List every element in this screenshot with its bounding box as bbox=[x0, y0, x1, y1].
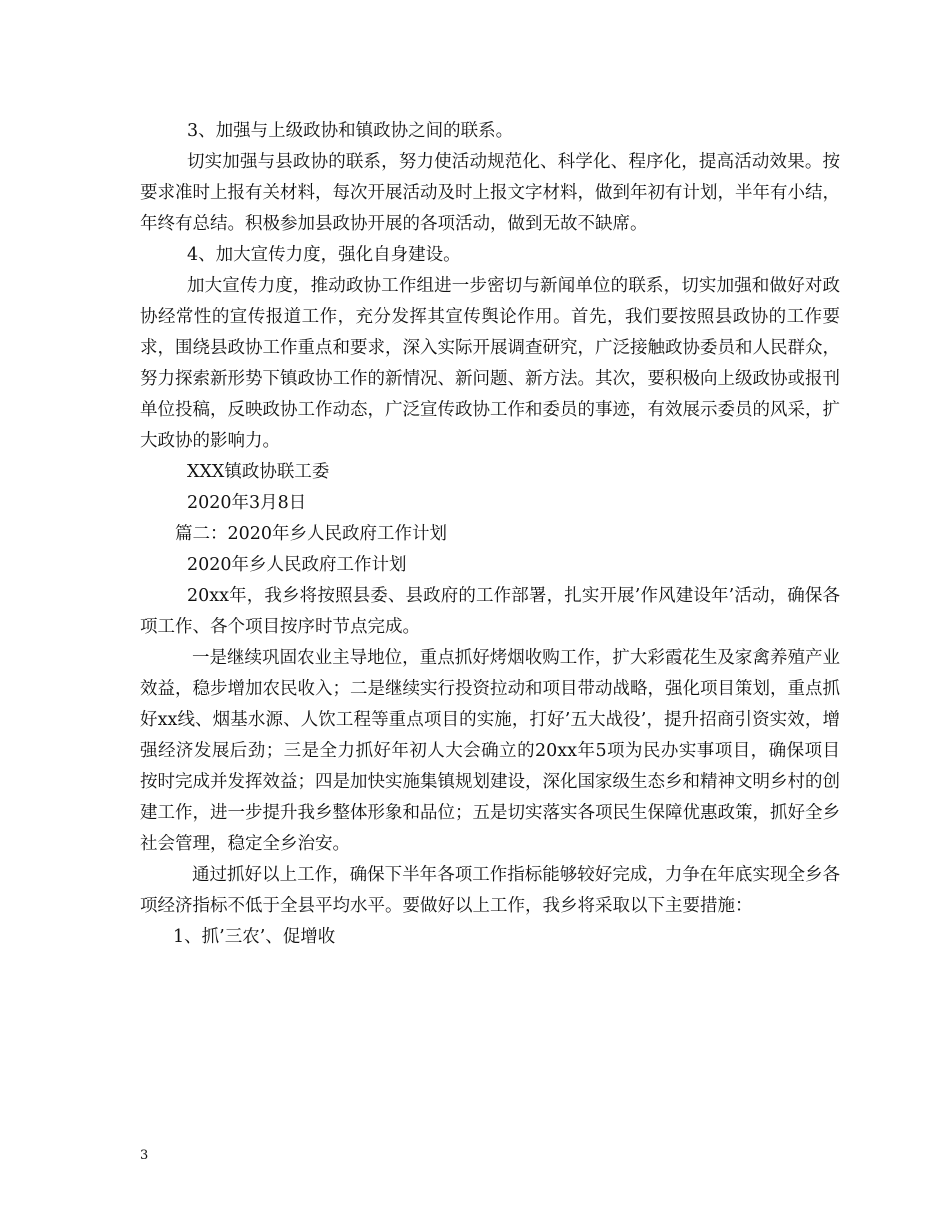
page-number: 3 bbox=[140, 1148, 149, 1163]
section-heading-4: 4、加大宣传力度，强化自身建设。 bbox=[187, 245, 461, 265]
paragraph-priorities: 一是继续巩固农业主导地位，重点抓好烤烟收购工作，扩大彩霞花生及家禽养殖产业效益，稳步增加农民收入；二是继续实行投资拉动和项目带动战略，强化项目策划，重点抓好xx线、烟基水源、人饮工程等重点项目的实施，打好’五大战役’，提升招商引资实效，增强经济发展后劲；三是全力抓好年初人大会确立的20xx年5项为民办实事项目，确保项目按时完成并发挥效益；四是加快实施集镇规划建设，深化国家级生态乡和精神文明乡村的创建工作，进一步提升我乡整体形象和品位；五是切实落实各项民生保障优惠政策，抓好全乡社会管理，稳定全乡治安。 bbox=[140, 648, 840, 854]
paragraph-publicity: 加大宣传力度，推动政协工作组进一步密切与新闻单位的联系，切实加强和做好对政协经常性的宣传报道工作，充分发挥其宣传舆论作用。首先，我们要按照县政协的工作要求，围绕县政协工作重点和要求，深入实际开展调查研究，广泛接触政协委员和人民群众，努力探索新形势下镇政协工作的新情况、新问题、新方法。其次，要积极向上级政协或报刊单位投稿，反映政协工作动态，广泛宣传政协工作和委员的事迹，有效展示委员的风采，扩大政协的影响力。 bbox=[140, 276, 840, 451]
measure-heading-1: 1、抓’三农’、促增收 bbox=[173, 927, 336, 947]
signature-date: 2020年3月8日 bbox=[187, 493, 307, 513]
section-heading-3: 3、加强与上级政协和镇政协之间的联系。 bbox=[187, 121, 514, 141]
paragraph-liaison: 切实加强与县政协的联系，努力使活动规范化、科学化、程序化，提高活动效果。按要求准时上报有关材料，每次开展活动及时上报文字材料，做到年初有计划，半年有小结，年终有总结。积极参加县政协开展的各项活动，做到无故不缺席。 bbox=[140, 152, 840, 234]
paragraph-intro: 20xx年，我乡将按照县委、县政府的工作部署，扎实开展’作风建设年’活动，确保各项工作、各个项目按序时节点完成。 bbox=[140, 586, 840, 637]
document-title: 2020年乡人民政府工作计划 bbox=[187, 555, 407, 575]
paragraph-goals: 通过抓好以上工作，确保下半年各项工作指标能够较好完成，力争在年底实现全乡各项经济指标不低于全县平均水平。要做好以上工作，我乡将采取以下主要措施： bbox=[140, 865, 840, 916]
document-body bbox=[140, 116, 840, 953]
signature-organization: XXX镇政协联工委 bbox=[187, 462, 330, 482]
chapter-title: 篇二：2020年乡人民政府工作计划 bbox=[175, 524, 448, 544]
